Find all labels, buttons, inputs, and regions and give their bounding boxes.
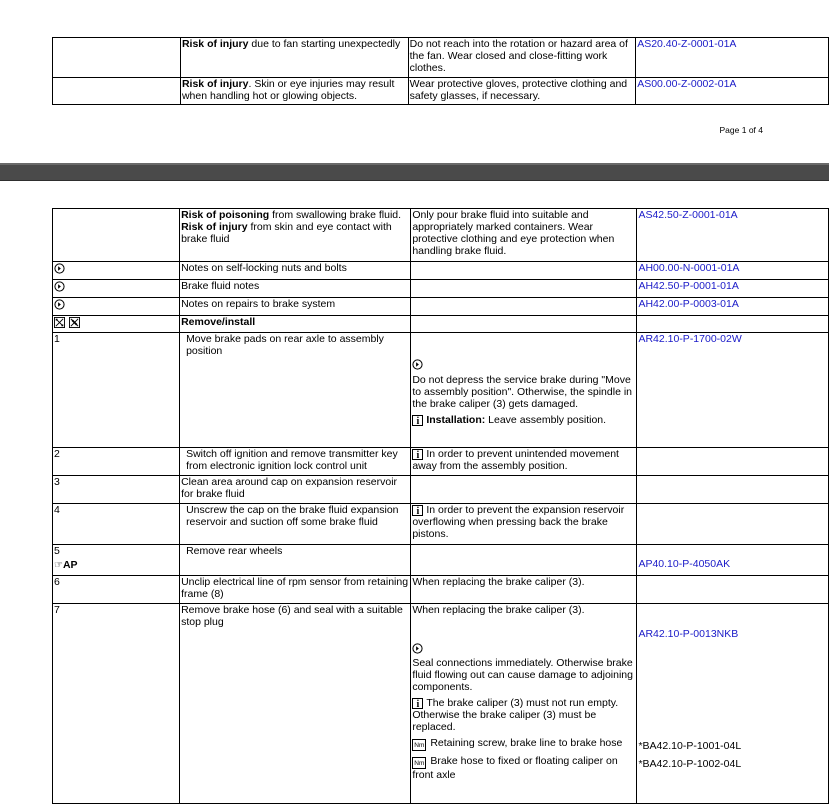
risk-cell: Risk of injury due to fan starting unexpectedly [180, 38, 408, 78]
step-text: Remove rear wheels [180, 545, 411, 576]
table-row: Brake fluid notes AH42.50-P-0001-01A [53, 280, 829, 298]
table-row: 4 Unscrew the cap on the brake fluid expansion reservoir and suction off some brake fluid i In order to prevent the expansion reservoir overflowing when pressing back the brake pistons. [53, 504, 829, 545]
step-number: 7 [53, 604, 180, 804]
info-icon: i [412, 449, 423, 460]
reference-link[interactable]: AH42.50-P-0001-01A [638, 280, 739, 292]
torque-icon: Nm [412, 757, 426, 769]
table-row [53, 545, 829, 576]
risk-cell: Risk of poisoning from swallowing brake fluid. Risk of injury from skin and eye contact with brake fluid [180, 209, 411, 262]
step-number: 4 [53, 504, 180, 545]
caution-icon [412, 643, 423, 654]
document-page-1 [0, 0, 829, 163]
safety-table-page-1 [52, 37, 829, 105]
table-row [53, 209, 829, 262]
note-icon [54, 263, 65, 274]
reference-link[interactable]: AH42.00-P-0003-01A [638, 298, 739, 310]
info-icon: i [412, 698, 423, 709]
step-number: 3 [53, 476, 180, 504]
step-number: 5 [54, 545, 60, 557]
table-row [53, 316, 829, 333]
info-icon: i [412, 505, 423, 516]
page-number: Page 1 of 4 [719, 125, 763, 135]
reference-link[interactable]: AS42.50-Z-0001-01A [638, 209, 738, 221]
table-row [53, 476, 829, 504]
document-page-2 [0, 181, 829, 806]
step-text: Unclip electrical line of rpm sensor from retaining frame (8) [180, 576, 411, 604]
pointer-hand-icon: ☞ [54, 560, 63, 571]
table-row: Notes on self-locking nuts and bolts AH00.00-N-0001-01A [53, 262, 829, 280]
step-number: 1 [53, 333, 180, 448]
install-icon [69, 317, 80, 328]
step-text: Move brake pads on rear axle to assembly position [180, 333, 411, 448]
step-number: 6 [53, 576, 180, 604]
table-row: 7 Remove brake hose (6) and seal with a suitable stop plug When replacing the brake caliper (3). Seal connections immediately. Otherwise brake fluid flowing out can cause damage to adjoining components. i The brake caliper (3) must not run empty. Otherwise the brake caliper (3) must be replaced. Nm Retaining screw, brake line to brake hose Nm Brake hose to fixed or floating caliper on front axle AR42.10-P-0013NKB *BA42.10-P-1001-04L *BA42.10-P-1002-04L [53, 604, 829, 804]
step-text: Remove brake hose (6) and seal with a suitable stop plug [180, 604, 411, 804]
measure-cell: Wear protective gloves, protective clothing and safety glasses, if necessary. [408, 78, 636, 105]
reference-link[interactable]: AP40.10-P-4050AK [638, 558, 731, 570]
table-row: 2 Switch off ignition and remove transmitter key from electronic ignition lock control unit i In order to prevent unintended movement away from the assembly position. [53, 448, 829, 476]
page-separator [0, 163, 829, 181]
caution-text: Do not depress the service brake during "Move to assembly position". Otherwise, the spindle in the brake caliper (3) gets damaged. [412, 374, 632, 410]
reference-link[interactable]: AS20.40-Z-0001-01A [637, 38, 737, 50]
info-icon: i [412, 415, 423, 426]
reference-link[interactable]: AR42.10-P-0013NKB [638, 628, 739, 640]
torque-icon: Nm [412, 739, 426, 751]
note-icon [54, 281, 65, 292]
torque-reference[interactable]: *BA42.10-P-1002-04L [638, 758, 742, 770]
step-text: Switch off ignition and remove transmitter key from electronic ignition lock control unit [180, 448, 411, 476]
ap-label: AP [62, 559, 78, 571]
caution-icon [412, 359, 423, 370]
table-row [53, 78, 829, 105]
table-row [53, 38, 829, 78]
remove-icon [54, 317, 65, 328]
reference-link[interactable]: AS00.00-Z-0002-01A [637, 78, 737, 90]
step-number: 2 [53, 448, 180, 476]
torque-reference[interactable]: *BA42.10-P-1001-04L [638, 740, 742, 752]
caution-text: Seal connections immediately. Otherwise brake fluid flowing out can cause damage to adjoining components. [412, 657, 633, 693]
reference-link[interactable]: AH00.00-N-0001-01A [638, 262, 740, 274]
risk-cell: Risk of injury. Skin or eye injuries may result when handling hot or glowing objects. [180, 78, 408, 105]
procedure-table [52, 208, 829, 804]
reference-link[interactable]: AR42.10-P-1700-02W [638, 333, 742, 345]
table-row: Notes on repairs to brake system AH42.00-P-0003-01A [53, 298, 829, 316]
section-title: Remove/install [180, 316, 411, 333]
measure-cell: Only pour brake fluid into suitable and appropriately marked containers. Wear protective clothing and eye protection when handling brake fluid. [411, 209, 637, 262]
step-text: Unscrew the cap on the brake fluid expansion reservoir and suction off some brake fluid [180, 504, 411, 545]
table-row: 1 Move brake pads on rear axle to assembly position Do not depress the service brake during "Move to assembly position". Otherwise, the spindle in the brake caliper (3) gets damaged. i Installation: Leave assembly position. AR42.10-P-1700-02W [53, 333, 829, 448]
measure-cell: Do not reach into the rotation or hazard area of the fan. Wear closed and close-fitting work clothes. [408, 38, 636, 78]
step-text: Clean area around cap on expansion reservoir for brake fluid [180, 476, 411, 504]
table-row: 6 Unclip electrical line of rpm sensor from retaining frame (8) When replacing the brake caliper (3). [53, 576, 829, 604]
note-icon [54, 299, 65, 310]
